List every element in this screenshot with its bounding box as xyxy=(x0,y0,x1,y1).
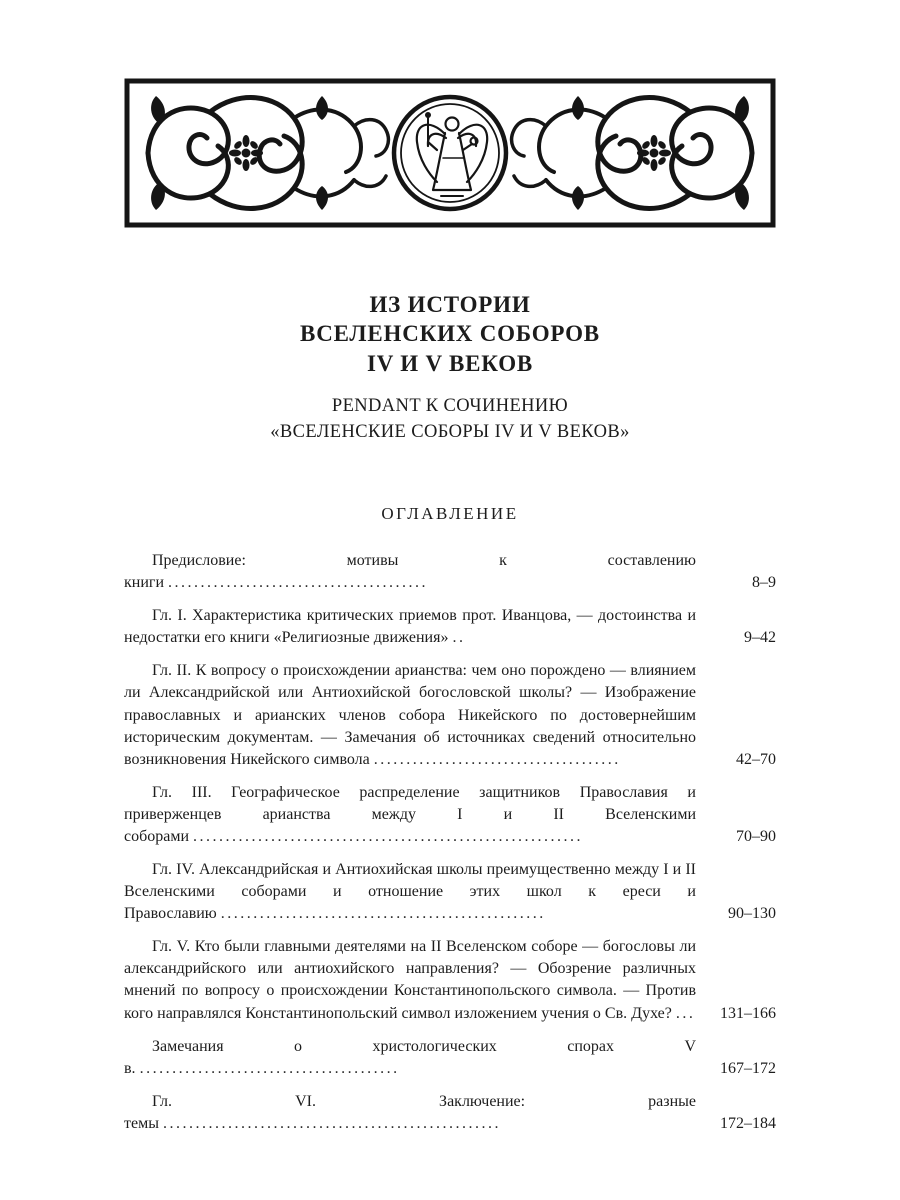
toc-entry-pages: 131–166 xyxy=(720,1004,776,1022)
page-content xyxy=(124,0,776,1135)
toc-entry xyxy=(124,936,776,1024)
subtitle-line-1: PENDANT К СОЧИНЕНИЮ xyxy=(331,396,569,417)
toc-entry xyxy=(124,1091,776,1135)
toc-entry-text: Замечания о христологических спорах V в. xyxy=(124,1037,696,1077)
toc-entry xyxy=(124,1036,776,1080)
toc-entry-text: Гл. V. Кто были главными деятелями на II Вселенском соборе — богословы ли александрийского или антиохийского направления? — Обозрение различных мнений по вопросу о происхождении Константинопольского символа. — Против кого направлялся Константинопольский символ изложением учения о Св. Духе? xyxy=(124,938,696,1022)
toc-heading: ОГЛАВЛЕНИЕ xyxy=(381,504,519,524)
title-line-2: ВСЕЛЕНСКИХ СОБОРОВ xyxy=(300,321,600,347)
toc-entry-pages: 90–130 xyxy=(728,905,776,923)
toc-entry-text: Гл. III. Географическое распределение защитников Православия и приверженцев арианства между I и II Вселенскими соборами xyxy=(124,783,696,845)
toc-entry-pages: 8–9 xyxy=(752,574,776,592)
title-line-3: IV И V ВЕКОВ xyxy=(366,350,534,376)
toc-leader-dots: ........................................ xyxy=(168,574,429,592)
toc-entry-text: Гл. II. К вопросу о происхождении арианства: чем оно порождено — влиянием ли Александрийской или Антиохийской богословской школы? — Изображение православных и арианских членов собора Никейского по достовернейшим историческим документам. — Замечания об источниках сведений относительно возникновения Никейского символа xyxy=(124,662,696,768)
toc-entry-pages: 70–90 xyxy=(736,827,776,845)
toc-entry xyxy=(124,605,776,649)
toc-entry xyxy=(124,550,776,594)
toc-leader-dots: ............................................................ xyxy=(193,827,584,845)
book-subtitle xyxy=(124,394,776,446)
headpiece-ornament xyxy=(124,78,776,228)
toc-entry-pages: 167–172 xyxy=(720,1059,776,1077)
toc-leader-dots: ...................................... xyxy=(373,750,621,768)
toc-entry-pages: 172–184 xyxy=(720,1114,776,1132)
table-of-contents xyxy=(124,550,776,1135)
toc-leader-dots: .................................................... xyxy=(162,1114,501,1132)
toc-entry-text: Гл. I. Характеристика критических приемов прот. Иванцова, — достоинства и недостатки его книги «Религиозные движения» xyxy=(124,607,696,647)
toc-entry-pages: 42–70 xyxy=(736,750,776,768)
toc-entry xyxy=(124,859,776,925)
book-title xyxy=(124,290,776,378)
angel-medallion xyxy=(394,97,506,209)
toc-leader-dots: .................................................. xyxy=(220,905,546,923)
toc-entry-pages: 9–42 xyxy=(744,629,776,647)
subtitle-line-2: «ВСЕЛЕНСКИЕ СОБОРЫ IV И V ВЕКОВ» xyxy=(270,422,630,443)
toc-leader-dots: ........................................ xyxy=(139,1059,400,1077)
toc-entry xyxy=(124,782,776,848)
toc-entry xyxy=(124,660,776,770)
headpiece-ornament-svg xyxy=(124,78,776,228)
toc-entry-text: Гл. IV. Александрийская и Антиохийская школы преимущественно между I и II Вселенскими соборами и отношение этих школ к ереси и Православию xyxy=(124,861,696,923)
title-line-1: ИЗ ИСТОРИИ xyxy=(369,292,531,317)
toc-entry-text: Гл. VI. Заключение: разные темы xyxy=(124,1092,696,1132)
toc-leader-dots: ... xyxy=(675,1004,696,1022)
toc-leader-dots: .. xyxy=(452,629,466,647)
toc-entry-text: Предисловие: мотивы к составлению книги xyxy=(124,552,696,592)
